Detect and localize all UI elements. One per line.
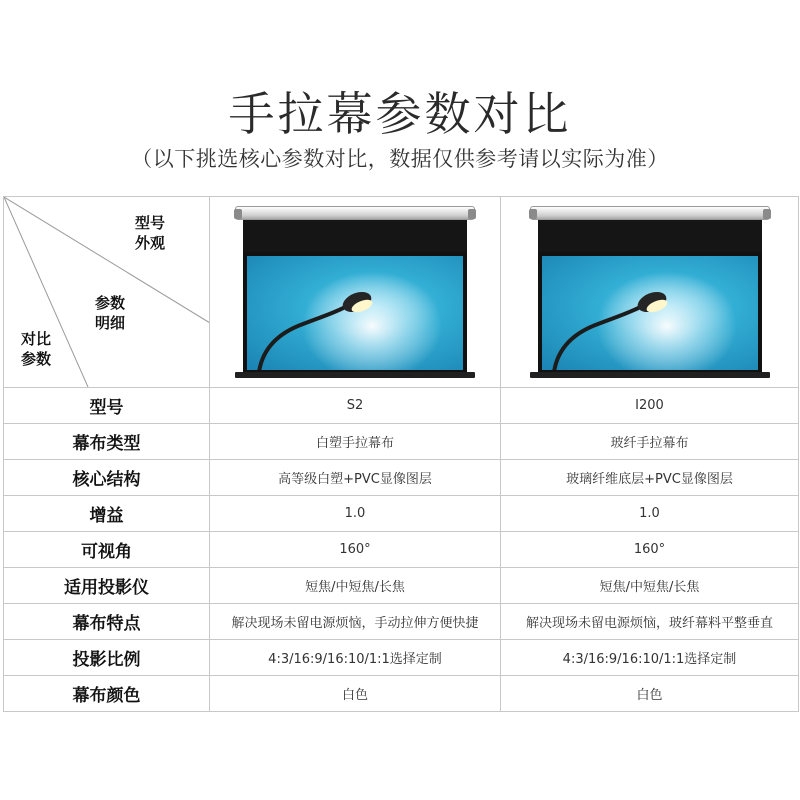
table-cell: 解决现场未留电源烦恼，手动拉伸方便快捷: [210, 604, 501, 640]
table-row: [4, 604, 799, 640]
row-label: 幕布类型: [4, 424, 210, 460]
projector-screen-lamp-image: [530, 206, 770, 378]
corner-header-cell: [4, 197, 210, 388]
appearance-row: [4, 197, 799, 388]
page-title: 手拉幕参数对比: [228, 87, 572, 141]
table-cell: 解决现场未留电源烦恼，玻纤幕料平整垂直: [501, 604, 799, 640]
corner-label-compare-parameter: 对比 参数: [21, 330, 52, 368]
page-subtitle: （以下挑选核心参数对比，数据仅供参考请以实际为准）: [131, 147, 669, 171]
table-cell: 白色: [210, 676, 501, 712]
table-row: [4, 460, 799, 496]
row-label: 增益: [4, 496, 210, 532]
table-row: [4, 496, 799, 532]
table-cell: 玻纤手拉幕布: [501, 424, 799, 460]
comparison-table: [3, 196, 799, 712]
table-cell: 160°: [501, 532, 799, 568]
table-cell: 玻璃纤维底层+PVC显像图层: [501, 460, 799, 496]
table-cell: 1.0: [210, 496, 501, 532]
table-row: [4, 568, 799, 604]
corner-label-parameter-detail: 参数 明细: [95, 294, 126, 332]
row-label: 核心结构: [4, 460, 210, 496]
table-cell: 短焦/中短焦/长焦: [501, 568, 799, 604]
row-label: 型号: [4, 388, 210, 424]
table-cell: 短焦/中短焦/长焦: [210, 568, 501, 604]
row-label: 投影比例: [4, 640, 210, 676]
table-row: [4, 388, 799, 424]
table-row: [4, 640, 799, 676]
table-row: [4, 532, 799, 568]
row-label: 幕布颜色: [4, 676, 210, 712]
product-image-cell: [501, 197, 799, 388]
row-label: 可视角: [4, 532, 210, 568]
table-row: [4, 676, 799, 712]
projector-screen-lamp-image: [235, 206, 475, 378]
table-cell: 白塑手拉幕布: [210, 424, 501, 460]
table-cell: 4:3/16:9/16:10/1:1选择定制: [501, 640, 799, 676]
product-image-cell: [210, 197, 501, 388]
table-cell: 4:3/16:9/16:10/1:1选择定制: [210, 640, 501, 676]
table-cell: 160°: [210, 532, 501, 568]
corner-label-model-appearance: 型号 外观: [135, 214, 166, 252]
row-label: 适用投影仪: [4, 568, 210, 604]
table-cell: S2: [210, 388, 501, 424]
table-cell: I200: [501, 388, 799, 424]
table-row: [4, 424, 799, 460]
table-cell: 1.0: [501, 496, 799, 532]
table-cell: 高等级白塑+PVC显像图层: [210, 460, 501, 496]
table-cell: 白色: [501, 676, 799, 712]
row-label: 幕布特点: [4, 604, 210, 640]
